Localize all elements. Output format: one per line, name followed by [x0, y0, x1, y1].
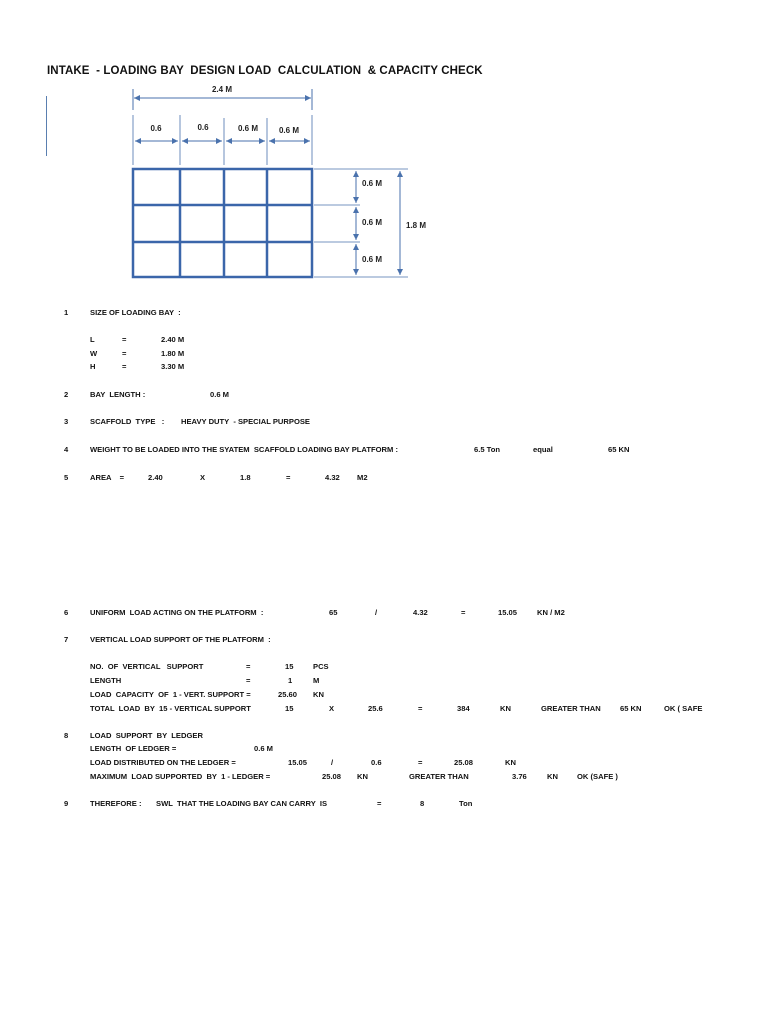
equal-text: equal: [533, 445, 553, 454]
row-label: NO. OF VERTICAL SUPPORT: [90, 662, 204, 671]
weight-ton: 6.5 Ton: [474, 445, 501, 454]
item-7-count: [0, 661, 768, 673]
equals-sign: =: [418, 758, 423, 767]
item-number: 4: [64, 445, 69, 454]
area-length: 2.40: [148, 473, 163, 482]
item-5: [0, 472, 768, 484]
item-label: THEREFORE :: [90, 799, 142, 808]
required-load-unit: KN: [547, 772, 558, 781]
maximum-load-unit: KN: [357, 772, 368, 781]
equals-sign: =: [122, 335, 127, 344]
row-value: 25.60: [278, 690, 298, 699]
item-label: LOAD SUPPORT BY LEDGER: [90, 731, 203, 740]
row-value: 0.6 M: [254, 744, 273, 753]
item-3: [0, 416, 768, 428]
item-label: UNIFORM LOAD ACTING ON THE PLATFORM :: [90, 608, 264, 617]
swl-statement: SWL THAT THE LOADING BAY CAN CARRY IS: [156, 799, 328, 808]
item-label: AREA =: [90, 473, 125, 482]
item-9: [0, 798, 768, 810]
total-load: 384: [457, 704, 470, 713]
row-label: LOAD CAPACITY OF 1 - VERT. SUPPORT =: [90, 690, 251, 699]
item-label: SCAFFOLD TYPE :: [90, 417, 165, 426]
platform-grid: [133, 169, 312, 277]
dimension-value: 3.30 M: [161, 362, 185, 371]
divide-sign: /: [375, 608, 378, 617]
row-label: LENGTH: [90, 676, 122, 685]
support-count: 15: [285, 704, 294, 713]
bay-width-label-4: 0.6 M: [278, 126, 300, 135]
row-height-label-2: 0.6 M: [362, 218, 383, 227]
maximum-load: 25.08: [322, 772, 342, 781]
loading-bay-diagram: [0, 0, 768, 300]
equals-sign: =: [246, 676, 251, 685]
multiply-sign: X: [200, 473, 206, 482]
item-1-height: [0, 361, 768, 373]
item-number: 3: [64, 417, 69, 426]
item-4: [0, 444, 768, 456]
row-height-label-1: 0.6 M: [362, 179, 383, 188]
equals-sign: =: [246, 662, 251, 671]
row-label: MAXIMUM LOAD SUPPORTED BY 1 - LEDGER =: [90, 772, 271, 781]
required-load: 3.76: [512, 772, 527, 781]
item-1-length: [0, 334, 768, 346]
comparison-text: GREATER THAN: [409, 772, 469, 781]
item-7-total: [0, 703, 768, 715]
equals-sign: =: [418, 704, 423, 713]
row-unit: KN: [313, 690, 324, 699]
ledger-length: 0.6: [371, 758, 382, 767]
row-label: LOAD DISTRIBUTED ON THE LEDGER =: [90, 758, 236, 767]
item-8-maximum: [0, 771, 768, 783]
overall-width-dimension: [133, 85, 312, 110]
swl-value: 8: [420, 799, 425, 808]
equals-sign: =: [461, 608, 466, 617]
overall-width-label: 2.4 M: [211, 85, 233, 94]
total-load-unit: KN: [500, 704, 511, 713]
support-capacity: 25.6: [368, 704, 383, 713]
item-number: 2: [64, 390, 69, 399]
area-result: 4.32: [325, 473, 340, 482]
ledger-load: 25.08: [454, 758, 474, 767]
item-number: 8: [64, 731, 69, 740]
multiply-sign: X: [329, 704, 335, 713]
item-7-length: [0, 675, 768, 687]
row-unit: M: [313, 676, 320, 685]
bay-width-label-1: 0.6: [150, 124, 162, 133]
dimension-value: 1.80 M: [161, 349, 185, 358]
bay-width-label-2: 0.6: [197, 123, 209, 132]
item-number: 9: [64, 799, 69, 808]
page-title: INTAKE - LOADING BAY DESIGN LOAD CALCULATION & CAPACITY CHECK: [47, 65, 483, 77]
row-height-label-3: 0.6 M: [362, 255, 383, 264]
item-value: 0.6 M: [210, 390, 229, 399]
bay-width-dimensions: [133, 115, 312, 165]
item-6: [0, 607, 768, 619]
row-value: 15: [285, 662, 294, 671]
item-2: [0, 389, 768, 401]
item-number: 7: [64, 635, 69, 644]
equals-sign: =: [122, 362, 127, 371]
item-label: BAY LENGTH :: [90, 390, 146, 399]
equals-sign: =: [286, 473, 291, 482]
uniform-load-result: 15.05: [498, 608, 518, 617]
row-height-dimensions: [314, 169, 426, 277]
dimension-symbol: W: [90, 349, 98, 358]
row-label: LENGTH OF LEDGER =: [90, 744, 177, 753]
overall-height-label: 1.8 M: [406, 221, 427, 230]
safety-result: OK ( SAFE: [664, 704, 703, 713]
uniform-load-unit: KN / M2: [537, 608, 565, 617]
equals-sign: =: [122, 349, 127, 358]
item-label: SIZE OF LOADING BAY :: [90, 308, 181, 317]
item-8-length: [0, 743, 768, 755]
item-7-heading: [0, 634, 768, 646]
item-8-distributed: [0, 757, 768, 769]
area-unit: M2: [357, 473, 368, 482]
uniform-load: 15.05: [288, 758, 308, 767]
required-load: 65 KN: [620, 704, 642, 713]
item-label: WEIGHT TO BE LOADED INTO THE SYATEM SCAFFOLD LOADING BAY PLATFORM :: [90, 445, 398, 454]
item-1-width: [0, 348, 768, 360]
item-7-capacity: [0, 689, 768, 701]
item-number: 5: [64, 473, 69, 482]
area-value: 4.32: [413, 608, 428, 617]
safety-result: OK (SAFE ): [577, 772, 618, 781]
comparison-text: GREATER THAN: [541, 704, 601, 713]
load-value: 65: [329, 608, 338, 617]
ledger-load-unit: KN: [505, 758, 516, 767]
swl-unit: Ton: [459, 799, 473, 808]
area-width: 1.8: [240, 473, 251, 482]
divide-sign: /: [331, 758, 334, 767]
weight-kn: 65 KN: [608, 445, 630, 454]
bay-width-label-3: 0.6 M: [237, 124, 259, 133]
item-label: VERTICAL LOAD SUPPORT OF THE PLATFORM :: [90, 635, 271, 644]
row-unit: PCS: [313, 662, 329, 671]
item-number: 6: [64, 608, 69, 617]
row-label: TOTAL LOAD BY 15 - VERTICAL SUPPORT: [90, 704, 251, 713]
item-8-heading: [0, 730, 768, 742]
dimension-value: 2.40 M: [161, 335, 185, 344]
row-value: 1: [288, 676, 293, 685]
item-number: 1: [64, 308, 69, 317]
item-1-heading: [0, 307, 768, 319]
dimension-symbol: L: [90, 335, 95, 344]
dimension-symbol: H: [90, 362, 96, 371]
item-value: HEAVY DUTY - SPECIAL PURPOSE: [181, 417, 310, 426]
equals-sign: =: [377, 799, 382, 808]
